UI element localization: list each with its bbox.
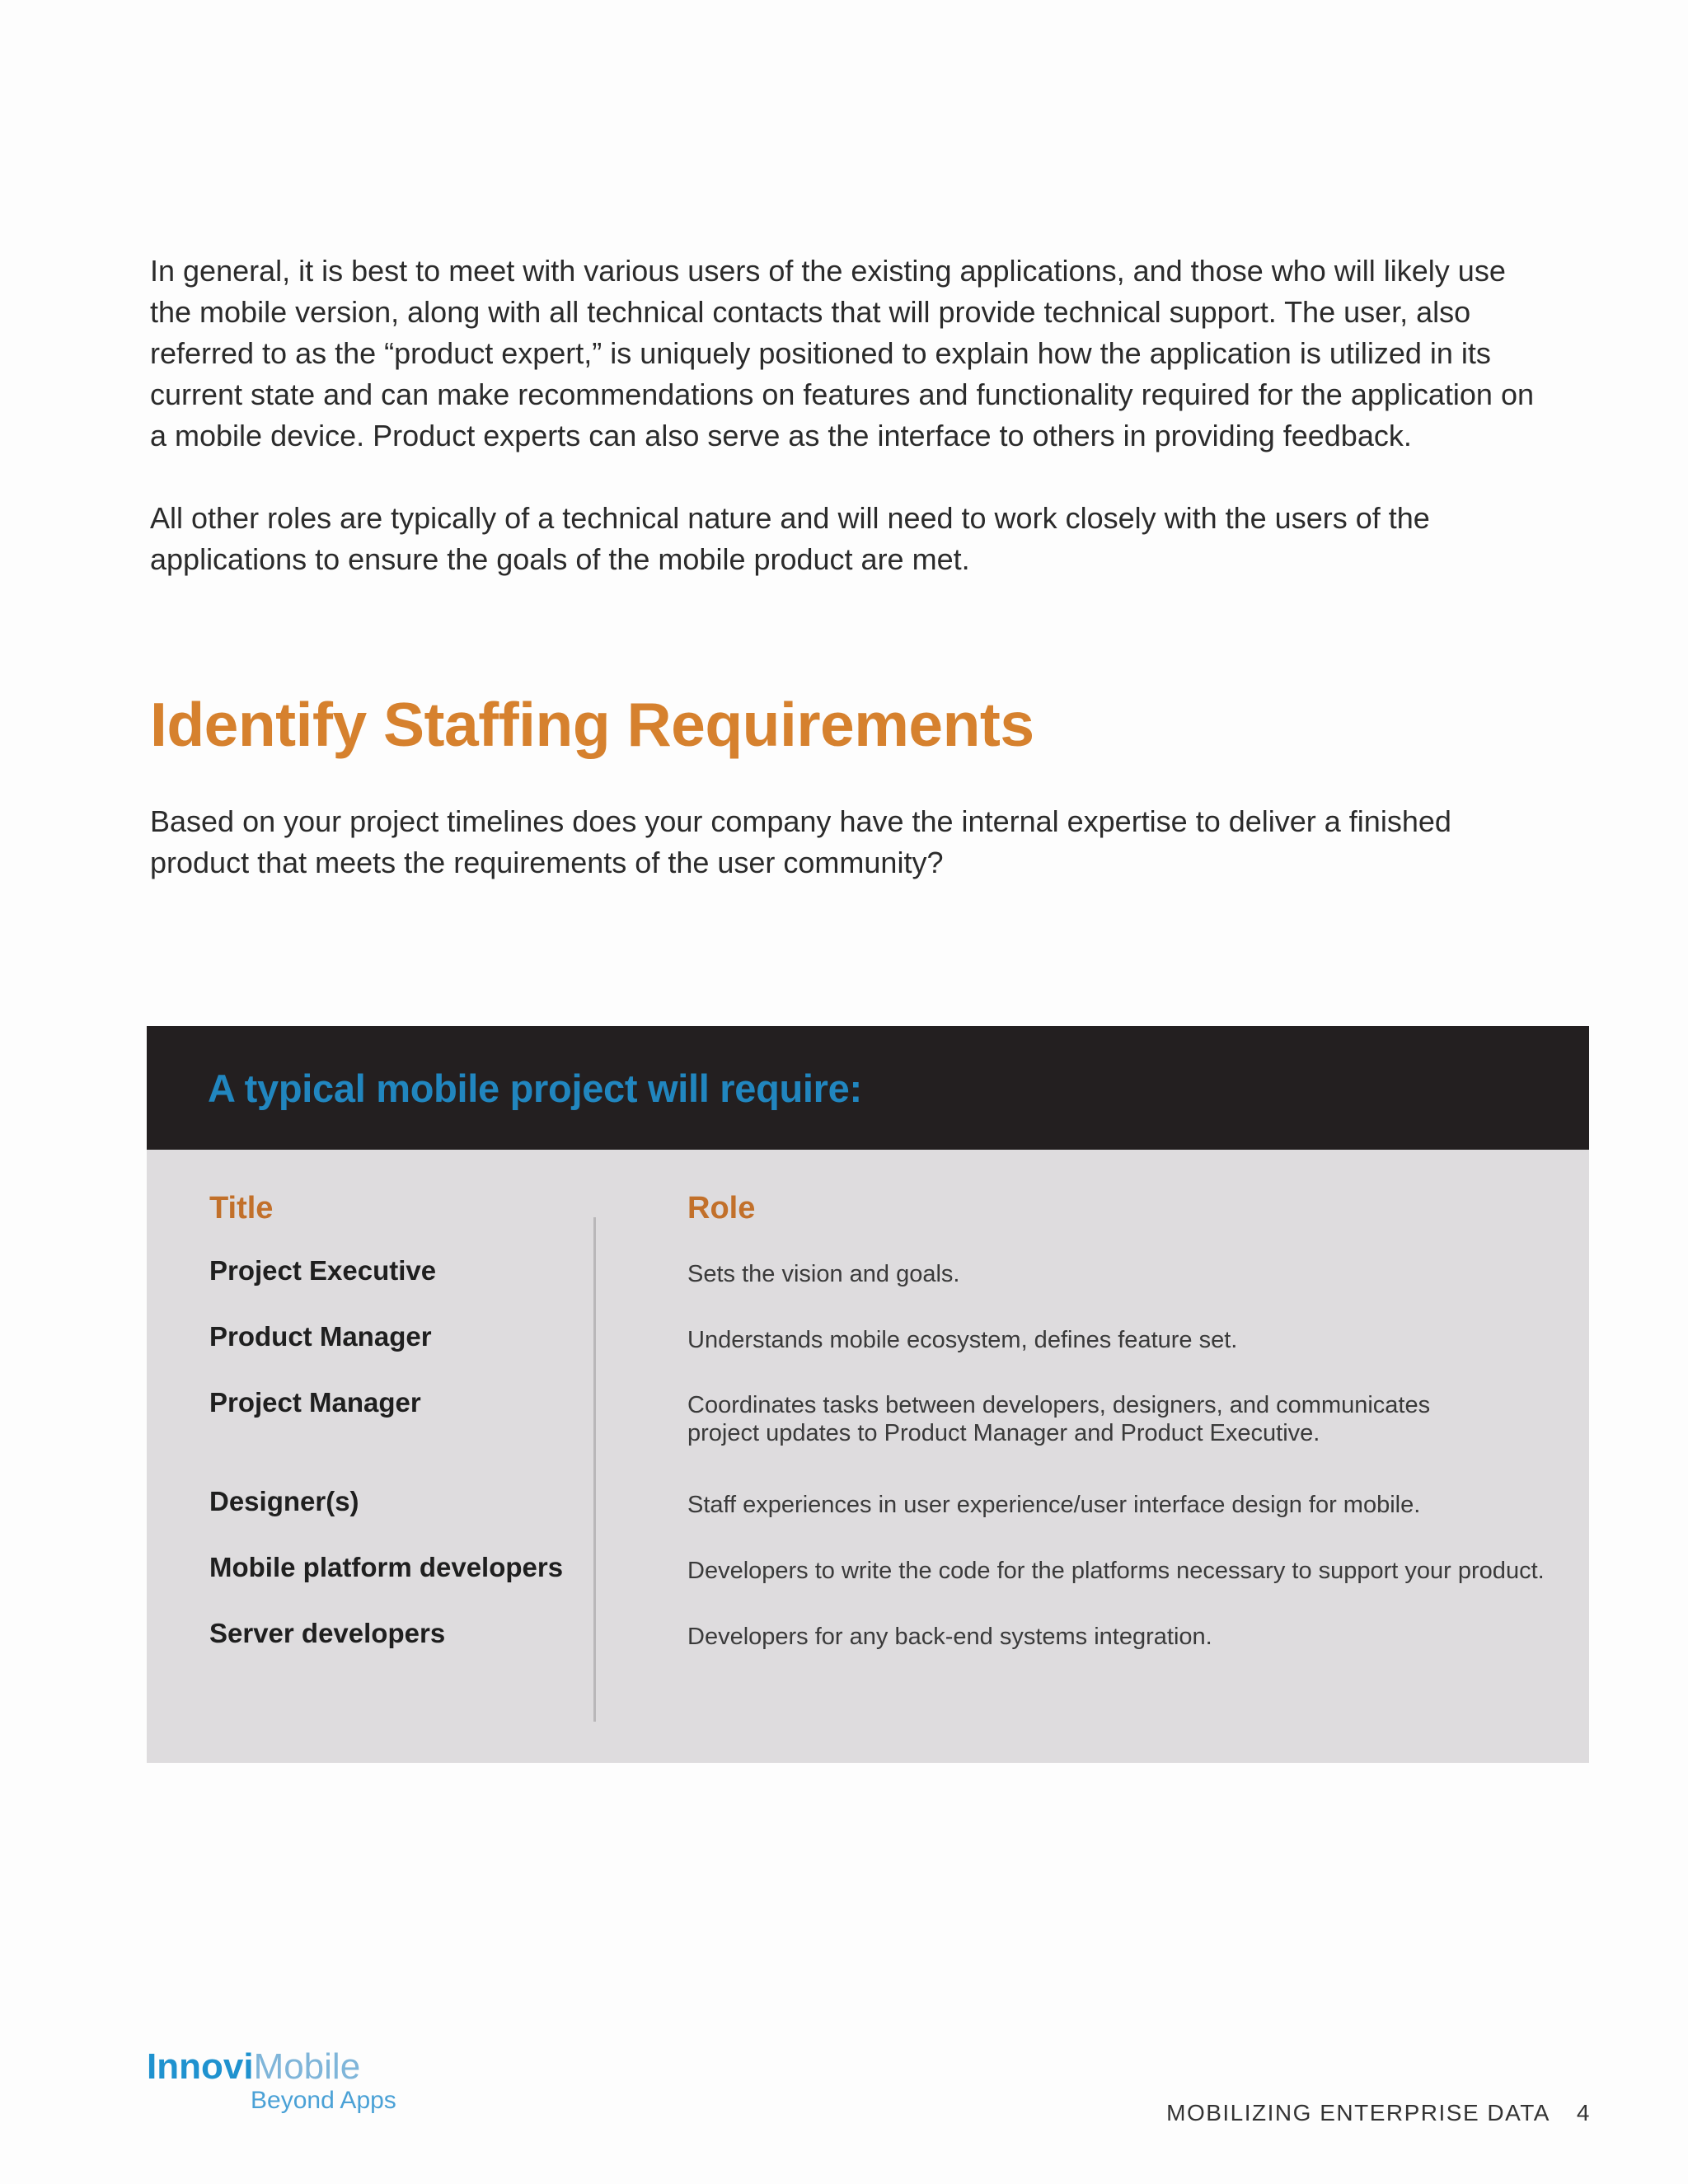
row-role: Understands mobile ecosystem, defines feature set. — [687, 1327, 1238, 1353]
company-logo — [147, 2047, 396, 2115]
row-title: Project Executive — [209, 1255, 437, 1286]
logo-brand-light: Mobile — [253, 2046, 361, 2087]
row-role: Staff experiences in user experience/user interface design for mobile. — [687, 1492, 1421, 1518]
column-divider — [593, 1217, 596, 1722]
row-title: Mobile platform developers — [209, 1552, 564, 1582]
panel-header — [147, 1026, 1589, 1150]
section-heading: Identify Staffing Requirements — [150, 690, 1034, 759]
row-role: Coordinates tasks between developers, designers, and communicates project updates to Product Manager and Product Executive. — [687, 1392, 1431, 1446]
intro-paragraph: In general, it is best to meet with various users of the existing applications, and those who will likely use the mobile version, along with all technical contacts that will provide technical support. The user, also referred to as the “product expert,” is uniquely positioned to explain how the application is utilized in its current state and can make recommendations on features and functionality required for the application on a mobile device. Product experts can also serve as the interface to others in providing feedback. — [150, 254, 1534, 452]
column-header-role: Role — [687, 1191, 756, 1226]
logo-wordmark — [147, 2047, 396, 2087]
section-intro: Based on your project timelines does your company have the internal expertise to deliver a finished product that meets the requirements of the user community? — [150, 804, 1451, 879]
row-title: Project Manager — [209, 1387, 421, 1418]
logo-tagline: Beyond Apps — [251, 2087, 396, 2114]
page-number: 4 — [1576, 2100, 1591, 2125]
intro-section — [150, 251, 1535, 621]
intro-paragraph: All other roles are typically of a technical nature and will need to work closely with the users of the applications to ensure the goals of the mobile product are met. — [150, 501, 1430, 576]
row-title: Product Manager — [209, 1321, 432, 1352]
row-title: Server developers — [209, 1618, 446, 1648]
row-title: Designer(s) — [209, 1486, 359, 1516]
page-footer — [1166, 2100, 1591, 2126]
row-role: Developers for any back-end systems integration. — [687, 1624, 1212, 1650]
row-role: Sets the vision and goals. — [687, 1261, 960, 1287]
row-role: Developers to write the code for the platforms necessary to support your product. — [687, 1558, 1545, 1584]
footer-label: MOBILIZING ENTERPRISE DATA — [1166, 2100, 1550, 2125]
logo-brand-bold: Innovi — [147, 2046, 254, 2087]
column-header-title: Title — [209, 1191, 274, 1226]
requirements-panel — [147, 1026, 1589, 1763]
panel-heading: A typical mobile project will require: — [208, 1066, 862, 1110]
